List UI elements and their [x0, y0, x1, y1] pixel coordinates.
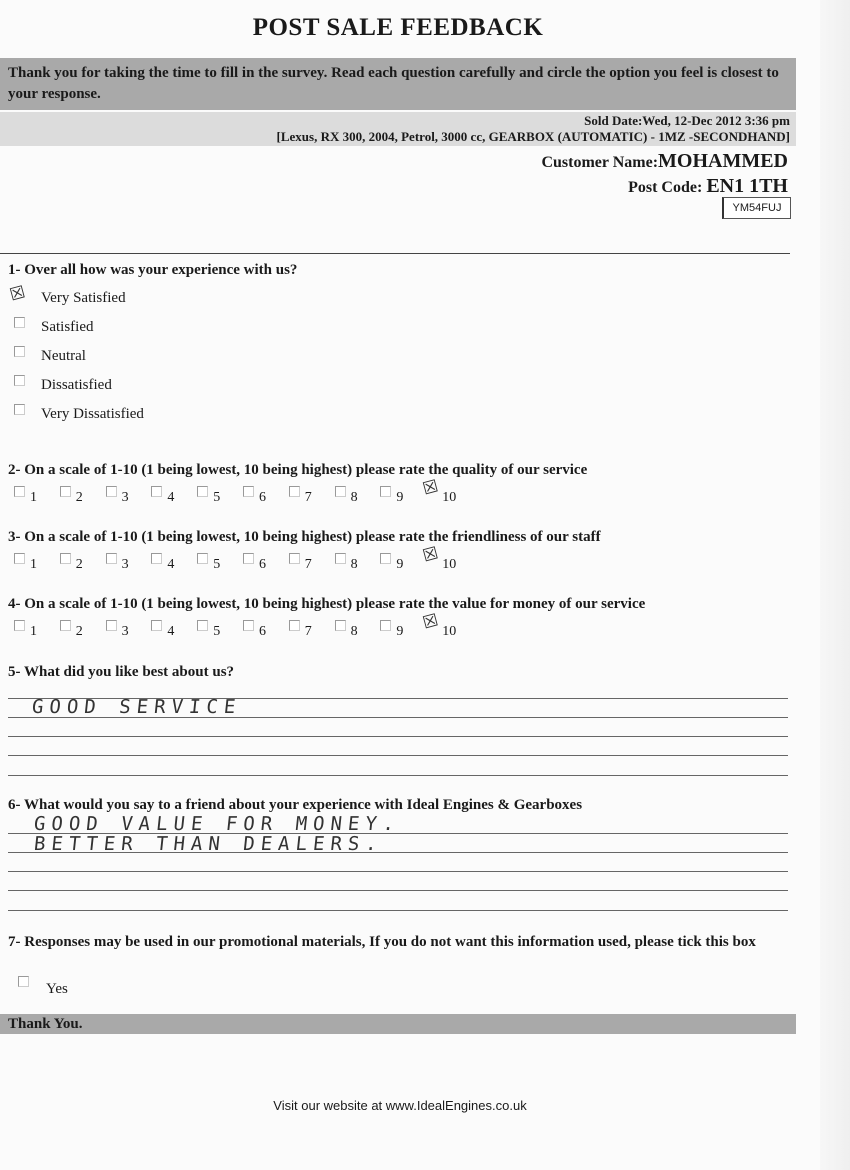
page-title: POST SALE FEEDBACK — [252, 14, 544, 41]
scale-checkbox[interactable] — [197, 553, 208, 564]
scale-checkbox[interactable] — [243, 620, 254, 631]
scale-number: 6 — [259, 490, 266, 505]
scale-checkbox[interactable] — [60, 553, 71, 564]
scale-checkbox[interactable] — [197, 620, 208, 631]
customer-name-label: Customer Name: — [541, 154, 659, 171]
scale-checkbox[interactable] — [197, 486, 208, 497]
header-divider — [0, 253, 790, 254]
sold-date: Sold Date:Wed, 12-Dec 2012 3:36 pm — [584, 113, 790, 128]
opt-out-label: Yes — [46, 981, 68, 997]
scale-checkbox[interactable] — [151, 553, 162, 564]
scale-checkbox[interactable] — [335, 486, 346, 497]
scale-checkbox[interactable] — [151, 486, 162, 497]
checked-mark: ☒ — [420, 610, 441, 634]
option-label: Very Dissatisfied — [41, 406, 144, 422]
scale-number: 9 — [396, 624, 404, 639]
scale-number: 1 — [30, 557, 37, 572]
scale-number: 3 — [121, 557, 129, 572]
scale-number: 9 — [396, 490, 404, 505]
opt-out-checkbox[interactable] — [18, 976, 29, 987]
scale-number: 4 — [167, 624, 175, 639]
option-label: Dissatisfied — [41, 377, 112, 393]
question-6-answer-line-2[interactable]: BETTER THAN DEALERS. — [32, 833, 384, 855]
question-2: 2- On a scale of 1-10 (1 being lowest, 10 being highest) please rate the quality of our service — [8, 462, 588, 478]
option-checkbox[interactable] — [14, 317, 25, 328]
scale-number: 5 — [213, 624, 221, 639]
scale-number: 7 — [304, 557, 312, 572]
scale-number: 5 — [213, 557, 221, 572]
scale-checkbox[interactable] — [60, 486, 71, 497]
scale-checkbox[interactable] — [243, 553, 254, 564]
scale-number: 4 — [167, 557, 175, 572]
scale-number: 10 — [442, 624, 457, 639]
scale-number: 3 — [121, 490, 129, 505]
question-6: 6- What would you say to a friend about your experience with Ideal Engines & Gearboxes — [8, 797, 583, 813]
scale-checkbox[interactable] — [14, 486, 25, 497]
scale-number: 8 — [350, 557, 358, 572]
scale-number: 2 — [75, 624, 83, 639]
scale-number: 3 — [121, 624, 129, 639]
scale-number: 1 — [30, 490, 37, 505]
option-label: Neutral — [41, 348, 86, 364]
customer-name — [541, 150, 788, 173]
question-7: 7- Responses may be used in our promotional materials, If you do not want this information used, please tick this box — [8, 934, 756, 950]
option-label: Very Satisfied — [41, 290, 126, 306]
scale-checkbox[interactable] — [60, 620, 71, 631]
scale-checkbox[interactable] — [14, 620, 25, 631]
checked-mark: ☒ — [7, 282, 28, 306]
thanks-text: Thank You. — [8, 1016, 83, 1032]
scale-number: 7 — [304, 624, 312, 639]
customer-name-value: MOHAMMED — [658, 150, 788, 172]
scale-number: 2 — [75, 490, 83, 505]
post-code-value: EN1 1TH — [706, 175, 788, 197]
scale-number: 8 — [350, 624, 358, 639]
scale-checkbox[interactable] — [380, 553, 391, 564]
scale-number: 9 — [396, 557, 404, 572]
question-4: 4- On a scale of 1-10 (1 being lowest, 10 being highest) please rate the value for money of our service — [8, 596, 646, 612]
scale-checkbox[interactable] — [289, 486, 300, 497]
scale-number: 1 — [30, 624, 37, 639]
answer-line — [8, 755, 788, 756]
scale-number: 10 — [442, 490, 457, 505]
scale-number: 4 — [167, 490, 175, 505]
checked-mark: ☒ — [420, 543, 441, 567]
intro-text: Thank you for taking the time to fill in the survey. Read each question carefully and circle the option you feel is closest to your response. — [8, 65, 779, 102]
scale-number: 8 — [350, 490, 358, 505]
answer-line — [8, 736, 788, 737]
scale-number: 2 — [75, 557, 83, 572]
website-footer: Visit our website at www.IdealEngines.co.uk — [273, 1098, 527, 1113]
scale-number: 10 — [442, 557, 457, 572]
scale-number: 5 — [213, 490, 221, 505]
scale-checkbox[interactable] — [335, 620, 346, 631]
question-3: 3- On a scale of 1-10 (1 being lowest, 10 being highest) please rate the friendliness of our staff — [8, 529, 601, 545]
registration-box: YM54FUJ — [722, 197, 791, 219]
scale-checkbox[interactable] — [335, 553, 346, 564]
scale-checkbox[interactable] — [243, 486, 254, 497]
scale-checkbox[interactable] — [380, 486, 391, 497]
question-5: 5- What did you like best about us? — [8, 664, 235, 680]
question-6-answer-line-1[interactable]: GOOD VALUE FOR MONEY. — [32, 813, 402, 835]
scale-checkbox[interactable] — [289, 553, 300, 564]
scale-checkbox[interactable] — [289, 620, 300, 631]
scale-checkbox[interactable] — [106, 553, 117, 564]
scale-checkbox[interactable] — [151, 620, 162, 631]
answer-line — [8, 775, 788, 776]
post-code — [628, 175, 788, 198]
scale-number: 6 — [259, 624, 266, 639]
option-label: Satisfied — [41, 319, 94, 335]
question-5-answer[interactable]: GOOD SERVICE — [30, 696, 243, 718]
scale-checkbox[interactable] — [380, 620, 391, 631]
answer-line — [8, 871, 788, 872]
scale-number: 7 — [304, 490, 312, 505]
scale-checkbox[interactable] — [106, 486, 117, 497]
scale-number: 6 — [259, 557, 266, 572]
scan-edge — [820, 0, 850, 1170]
post-code-label: Post Code: — [628, 179, 707, 196]
option-checkbox[interactable] — [14, 404, 25, 415]
option-checkbox[interactable] — [14, 375, 25, 386]
scale-checkbox[interactable] — [106, 620, 117, 631]
option-checkbox[interactable] — [14, 346, 25, 357]
answer-line — [8, 890, 788, 891]
checked-mark: ☒ — [420, 476, 441, 500]
thanks-banner — [0, 1014, 796, 1034]
vehicle-details: [Lexus, RX 300, 2004, Petrol, 3000 cc, GEARBOX (AUTOMATIC) - 1MZ -SECONDHAND] — [276, 129, 790, 144]
answer-line — [8, 910, 788, 911]
question-1: 1- Over all how was your experience with us? — [8, 262, 298, 278]
scale-checkbox[interactable] — [14, 553, 25, 564]
